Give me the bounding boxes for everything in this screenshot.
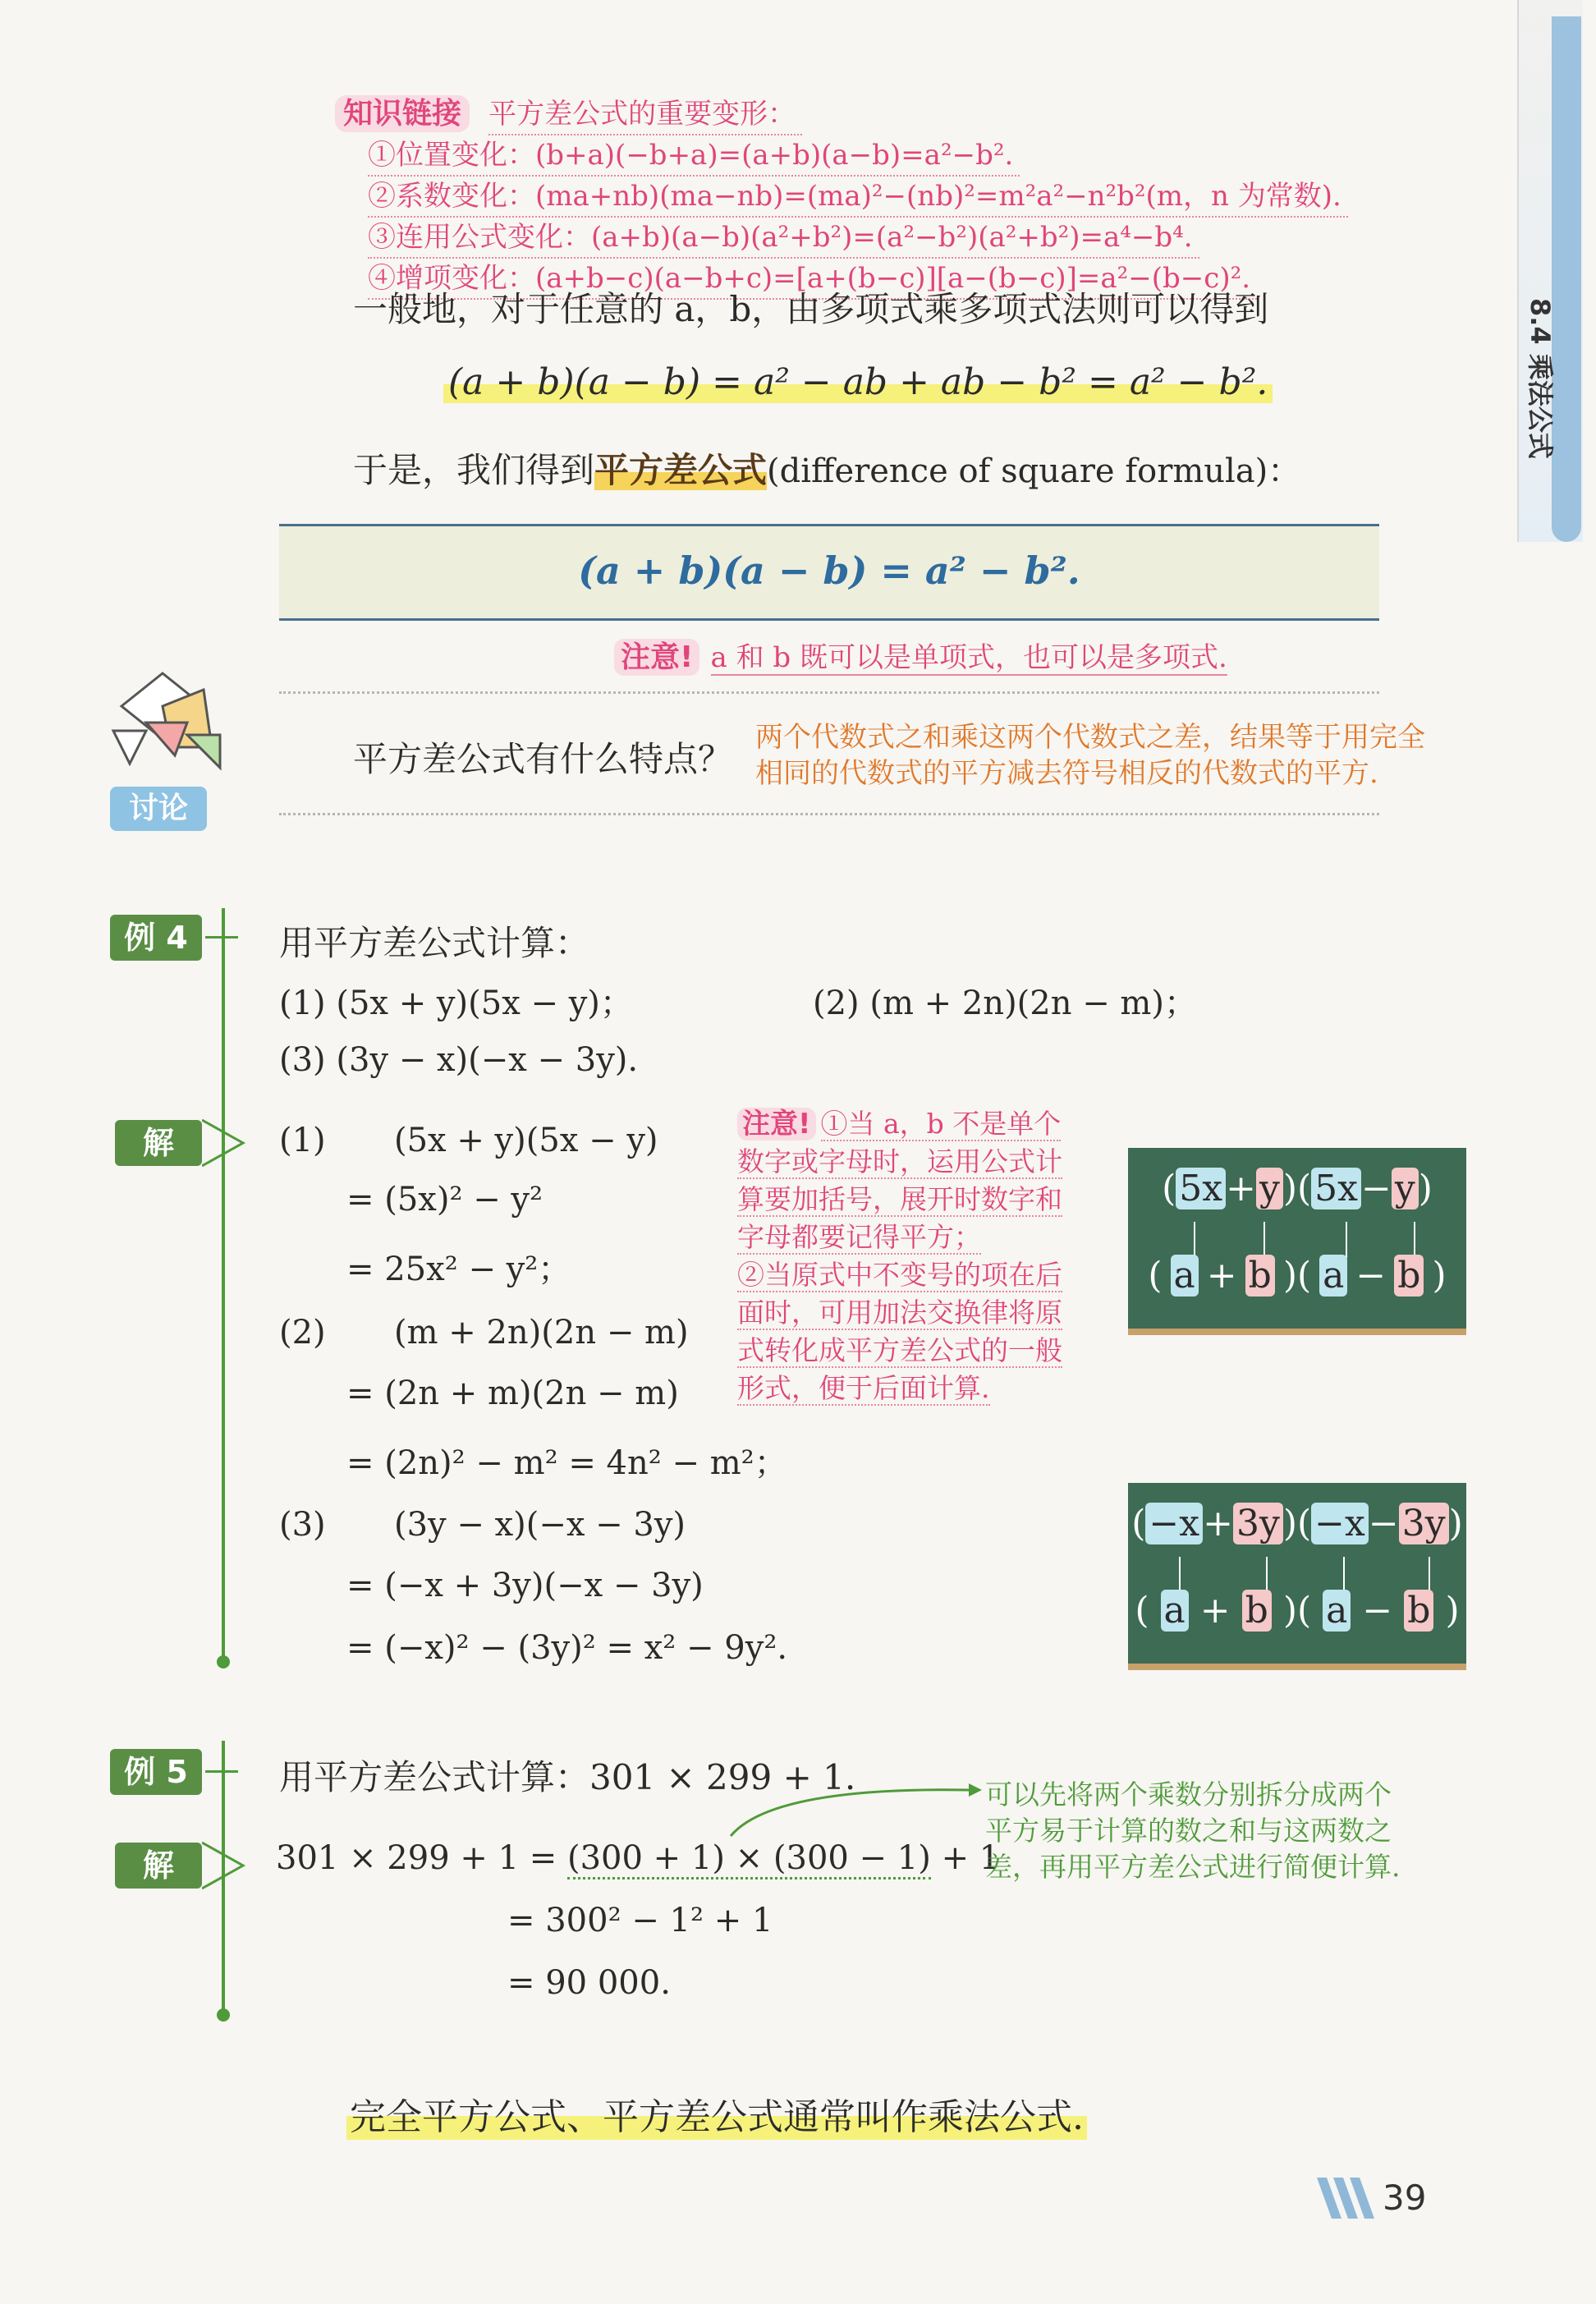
connector-line [1264, 1222, 1265, 1258]
chalkboard-1 [1128, 1148, 1466, 1335]
note-1-text: a 和 b 既可以是单项式，也可以是多项式. [710, 641, 1227, 674]
connector-line [1343, 1557, 1345, 1593]
knowledge-link-item: ③连用公式变化：(a+b)(a−b)(a²+b²)=(a²−b²)(a²+b²)=a⁴−b⁴. [368, 218, 1199, 259]
solution5-line1-tail: + 1 [941, 1839, 1001, 1877]
knowledge-link [335, 90, 1484, 300]
example4-problem: (2) (m + 2n)(2n − m)； [813, 984, 1197, 1022]
formula-intro [353, 443, 1300, 493]
connector-line [1414, 1222, 1415, 1258]
chalkboard-2 [1128, 1483, 1466, 1670]
solution5-line3: = 90 000. [507, 1964, 671, 2002]
example4-rail-end [217, 1655, 230, 1668]
solution4-label: (1) [279, 1122, 326, 1159]
note-2-line: 面时，可用加法交换律将原 [737, 1297, 1062, 1329]
chalkboard-1-bottom: ( a + b )( a − b ) [1148, 1255, 1447, 1297]
solution4-step: = 25x² − y²； [346, 1251, 571, 1288]
example5-rail-tick [205, 1770, 238, 1773]
note-1 [614, 634, 1227, 676]
chalkboard-2-top: (−x+3y)(−x−3y) [1131, 1503, 1463, 1544]
formula-intro-prefix: 于是，我们得到 [353, 450, 595, 490]
solution4-arrow [202, 1118, 251, 1168]
solution5-badge: 解 [115, 1843, 202, 1889]
side-tab-text: 8.4 乘法公式 [1525, 298, 1556, 459]
example4-rail-tick [205, 936, 238, 939]
solution4-step: = (5x)² − y² [346, 1181, 543, 1219]
solution4-label: (3) [279, 1506, 326, 1544]
tip5-line: 差，再用平方差公式进行简便计算. [985, 1851, 1401, 1883]
solution5-line2: = 300² − 1² + 1 [507, 1902, 773, 1939]
discussion-answer [755, 719, 1425, 792]
discussion-badge: 讨论 [110, 787, 207, 831]
solution5-line1 [276, 1839, 1000, 1877]
note-2-line: ①当 a，b 不是单个 [820, 1108, 1062, 1140]
solution4-step: (m + 2n)(2n − m) [394, 1314, 689, 1352]
knowledge-link-title: 平方差公式的重要变形： [488, 94, 802, 135]
solution4-step: = (2n + m)(2n − m) [346, 1375, 679, 1412]
tip5-arrow [722, 1778, 985, 1844]
example5-rail-end [217, 2008, 230, 2022]
discussion-question: 平方差公式有什么特点？ [353, 739, 733, 779]
summary: 完全平方公式、平方差公式通常叫作乘法公式. [346, 2087, 1087, 2140]
example4-rail [222, 908, 225, 1664]
solution4-step: = (−x)² − (3y)² = x² − 9y². [346, 1629, 788, 1667]
note-2-line: 式转化成平方差公式的一般 [737, 1334, 1062, 1366]
solution4-step: (3y − x)(−x − 3y) [394, 1506, 686, 1544]
page-number: 39 [1383, 2178, 1427, 2218]
solution5-line1-left: 301 × 299 + 1 = [276, 1839, 557, 1877]
formula-english: (difference of square formula)： [767, 452, 1301, 490]
note-2-label: 注意! [737, 1108, 816, 1141]
knowledge-link-item: ④增项变化：(a+b−c)(a−b+c)=[a+(b−c)][a−(b−c)]=a²−(b−c)². [368, 259, 1257, 300]
note-2-line: 形式，便于后面计算. [737, 1372, 990, 1404]
tip5 [985, 1777, 1401, 1885]
discussion-icon [97, 657, 236, 780]
note-2 [737, 1105, 1062, 1407]
solution4-step: (5x + y)(5x − y) [394, 1122, 658, 1159]
solution4-badge: 解 [115, 1120, 202, 1166]
note-2-line: 字母都要记得平方； [737, 1221, 981, 1253]
example5-title: 用平方差公式计算：301 × 299 + 1. [279, 1757, 856, 1797]
discussion-answer-line: 相同的代数式的平方减去符号相反的代数式的平方. [755, 757, 1378, 790]
example4-badge: 例 4 [110, 915, 202, 961]
connector-line [1179, 1557, 1181, 1593]
formula-name: 平方差公式 [594, 450, 768, 490]
connector-line [1266, 1557, 1268, 1593]
connector-line [1346, 1222, 1347, 1258]
solution4-step: = (−x + 3y)(−x − 3y) [346, 1567, 704, 1604]
discussion-divider-bottom [279, 813, 1379, 815]
note-1-label: 注意! [614, 639, 699, 676]
note-2-line: 算要加括号，展开时数字和 [737, 1183, 1062, 1215]
chalkboard-2-bottom: ( a + b )( a − b ) [1135, 1590, 1460, 1632]
formula: (a + b)(a − b) = a² − b². [578, 548, 1080, 593]
solution4-step: = (2n)² − m² = 4n² − m²； [346, 1444, 787, 1482]
knowledge-link-label: 知识链接 [335, 95, 470, 132]
example4-problem: (1) (5x + y)(5x − y)； [279, 984, 633, 1022]
example5-badge: 例 5 [110, 1749, 202, 1795]
note-2-line: 数字或字母时，运用公式计 [737, 1145, 1062, 1177]
side-tab-accent [1552, 16, 1581, 542]
knowledge-link-item: ②系数变化：(ma+nb)(ma−nb)=(ma)²−(nb)²=m²a²−n²b²(m，n 为常数). [368, 177, 1348, 218]
connector-line [1194, 1222, 1195, 1258]
connector-line [1429, 1557, 1430, 1593]
chalkboard-1-top: (5x+y)(5x−y) [1162, 1168, 1433, 1209]
solution5-line1-right: (300 + 1) × (300 − 1) [567, 1839, 931, 1879]
tip5-line: 平方易于计算的数之和与这两数之 [985, 1815, 1392, 1847]
discussion-divider-top [279, 691, 1379, 694]
discussion-answer-line: 两个代数式之和乘这两个代数式之差，结果等于用完全 [755, 721, 1425, 754]
tip5-line: 可以先将两个乘数分别拆分成两个 [985, 1778, 1392, 1811]
derivation: (a + b)(a − b) = a² − ab + ab − b² = a² − b². [443, 361, 1273, 403]
solution4-label: (2) [279, 1314, 326, 1352]
knowledge-link-item: ①位置变化：(b+a)(−b+a)=(a+b)(a−b)=a²−b². [368, 135, 1020, 177]
intro-text: 一般地，对于任意的 a，b，由多项式乘多项式法则可以得到 [353, 289, 1269, 329]
note-2-line: ②当原式中不变号的项在后 [737, 1259, 1062, 1291]
example4-problem: (3) (3y − x)(−x − 3y). [279, 1041, 639, 1079]
solution5-arrow [202, 1841, 251, 1890]
page-stripes-icon [1317, 2178, 1383, 2219]
example4-title: 用平方差公式计算： [279, 923, 590, 963]
